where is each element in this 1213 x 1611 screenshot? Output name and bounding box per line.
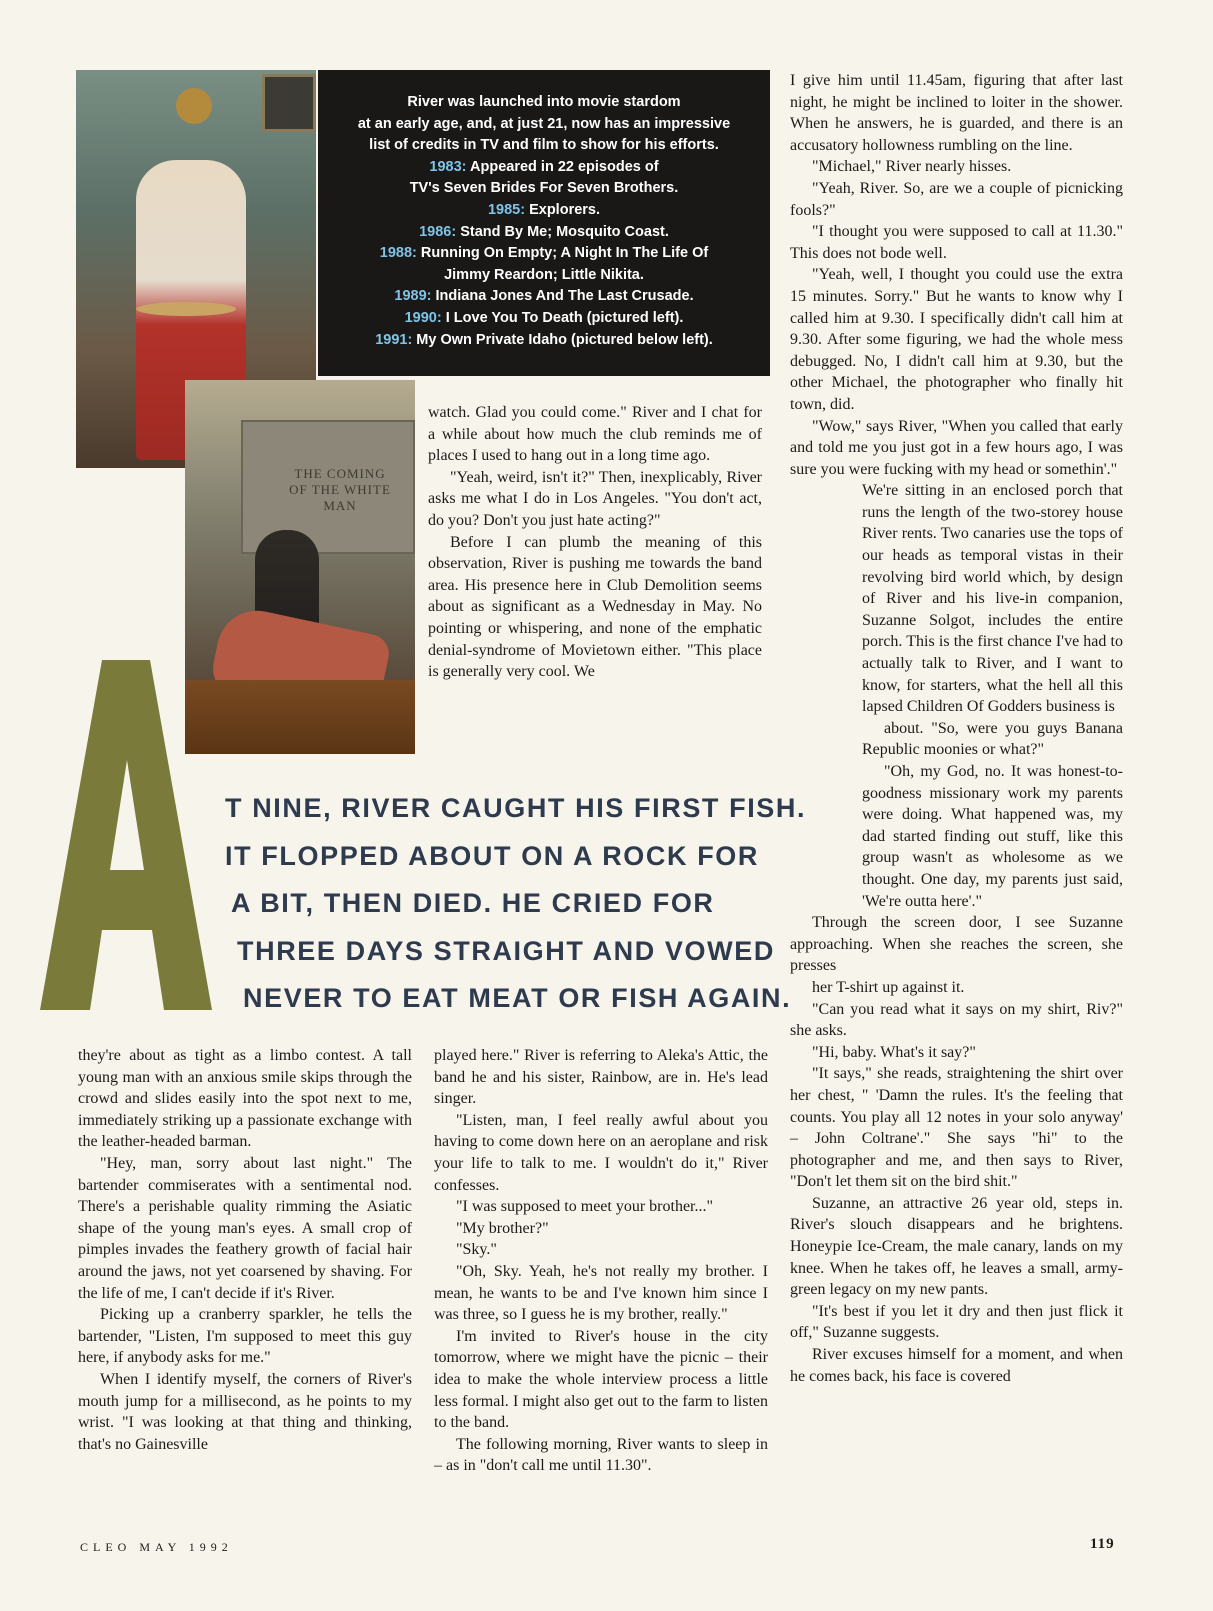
- paragraph: "Yeah, weird, isn't it?" Then, inexplicably, River asks me what I do in Los Angeles. "You don't act, do you? Don't you just hate acting?": [428, 468, 762, 529]
- paragraph: "Yeah, well, I thought you could use the extra 15 minutes. Sorry." But he wants to know why I called him at 9.30. I specifically didn't call him at 9.30. After some figuring, we had the whole mess debugged. No, I didn't call him at 9.30, but the other Michael, the photographer who finally hit town, did.: [790, 266, 1123, 413]
- paragraph: Picking up a cranberry sparkler, he tells the bartender, "Listen, I'm supposed to meet this guy here, if anybody asks for me.": [78, 1306, 412, 1367]
- paragraph: watch. Glad you could come." River and I chat for a while about how much the club reminds me of places I used to hang out in a long time ago.: [428, 404, 762, 465]
- paragraph: "Wow," says River, "When you called that early and told me you just got in a few hours ago, I was sure you were fucking with my head or somethin'.": [790, 417, 1123, 478]
- paragraph: We're sitting in an enclosed porch that runs the length of the two-storey house River rents. Two canaries use the tops of our heads as temporal vistas in their revolving bird world which, by design of River and his live-in companion, Suzanne Solgot, includes the entire porch. This is the first chance I've had to actually talk to River, and I want to know, for starters, what the hell all this lapsed Children Of Godders business is: [862, 482, 1123, 716]
- paragraph: "Listen, man, I feel really awful about you having to come down here on an aeroplane and risk your life to talk to me. I wouldn't do it," River confesses.: [434, 1111, 768, 1194]
- credit-text: TV's Seven Brides For Seven Brothers.: [409, 180, 679, 197]
- paragraph: When I identify myself, the corners of River's mouth jump for a millisecond, as he points to my wrist. "I was looking at that thing and thinking, that's no Gainesville: [78, 1370, 412, 1453]
- paragraph: they're about as tight as a limbo contest. A tall young man with an anxious smile skips through the crowd and slides easily into the spot next to me, immediately striking up a passionate exchange with the leather-headed barman.: [78, 1047, 412, 1151]
- column-bottom-middle: [434, 1045, 768, 1477]
- infobox-credit-line: [318, 308, 770, 330]
- credit-year: 1983:: [429, 158, 467, 175]
- paragraph: "Sky.": [456, 1241, 497, 1259]
- credit-text: Stand By Me; Mosquito Coast.: [456, 223, 669, 240]
- paragraph: Before I can plumb the meaning of this observation, River is pushing me towards the band area. His presence here in Club Demolition seems about as significant as a Wednesday in May. No pointing or whispering, and none of the emphatic denial-syndrome of Movietown either. "This place is generally very cool. We: [428, 533, 762, 681]
- paragraph: "It's best if you let it dry and then just flick it off," Suzanne suggests.: [790, 1302, 1123, 1342]
- pull-quote: [225, 785, 815, 1023]
- credit-year: 1989:: [394, 288, 432, 305]
- paragraph: "My brother?": [456, 1219, 549, 1237]
- paragraph: I give him until 11.45am, figuring that after last night, he might be inclined to loiter in the shower. When he answers, he is guarded, and there is an accusatory hollowness rumbling on the line.: [790, 72, 1123, 154]
- infobox-credit-line: [318, 265, 770, 287]
- credit-text: Jimmy Reardon; Little Nikita.: [444, 266, 644, 283]
- pull-quote-line: NEVER TO EAT MEAT OR FISH AGAIN.: [243, 983, 792, 1013]
- credit-year: 1990:: [404, 309, 442, 326]
- credit-text: I Love You To Death (pictured left).: [441, 309, 684, 326]
- pizza-tray-shape: [136, 302, 236, 316]
- credit-text: Appeared in 22 episodes of: [466, 158, 659, 175]
- paragraph: played here." River is referring to Aleka's Attic, the band he and his sister, Rainbow, are in. He's lead singer.: [434, 1047, 768, 1108]
- column-bottom-left: [78, 1045, 412, 1455]
- credit-year: 1991:: [375, 331, 413, 348]
- paragraph: her T-shirt up against it.: [812, 978, 965, 996]
- paragraph: "I was supposed to meet your brother...": [456, 1198, 714, 1216]
- credit-text: Explorers.: [525, 201, 601, 218]
- column-right: [790, 70, 1123, 1387]
- paragraph: "It says," she reads, straightening the shirt over her chest, " 'Damn the rules. It's the feeling that counts. You play all 12 notes in your solo anyway' – John Coltrane'." She says "hi" to the photographer and me, and then says to River, "Don't let them sit on the bird shit.": [790, 1065, 1123, 1191]
- pull-quote-line: T NINE, RIVER CAUGHT HIS FIRST FISH.: [225, 793, 807, 823]
- infobox-credit-line: [318, 178, 770, 200]
- footer-publication: CLEO MAY 1992: [80, 1540, 233, 1554]
- copper-pan-shape: [176, 88, 212, 124]
- infobox-intro-line: River was launched into movie stardom: [407, 94, 681, 110]
- infobox-credit-line: [318, 157, 770, 179]
- paragraph: "Oh, Sky. Yeah, he's not really my brother. I mean, he wants to be and I've known him since I was three, so I guess he is my brother, really.": [434, 1262, 768, 1324]
- paragraph: Suzanne, an attractive 26 year old, steps in. River's slouch disappears and he brightens. Honeypie Ice-Cream, the male canary, lands on my knee. When he takes off, he leaves a small, army-green legacy on my new pants.: [790, 1194, 1123, 1299]
- fallen-leaves: [185, 680, 415, 754]
- credit-text: Running On Empty; A Night In The Life Of: [416, 245, 709, 262]
- dropcap-letter: [40, 660, 212, 1010]
- paragraph: "Yeah, River. So, are we a couple of picnicking fools?": [790, 179, 1123, 219]
- paragraph: Through the screen door, I see Suzanne approaching. When she reaches the screen, she presses: [790, 914, 1123, 975]
- paragraph: "Can you read what it says on my shirt, Riv?" she asks.: [790, 1000, 1123, 1040]
- pull-quote-line: A BIT, THEN DIED. HE CRIED FOR: [231, 888, 715, 918]
- infobox-credit-line: [318, 286, 770, 308]
- page-number: 119: [1090, 1536, 1115, 1552]
- infobox-intro-line: at an early age, and, at just 21, now has an impressive: [357, 115, 731, 132]
- paragraph: I'm invited to River's house in the city tomorrow, where we might have the picnic – their idea to make the whole interview process a little less formal. I might also get out to the farm to listen to the band.: [434, 1327, 768, 1432]
- paragraph: "Hi, baby. What's it say?": [812, 1043, 976, 1061]
- credit-year: 1986:: [419, 223, 457, 240]
- pull-quote-line: THREE DAYS STRAIGHT AND VOWED: [237, 935, 775, 966]
- paragraph: about. "So, were you guys Banana Republic moonies or what?": [862, 719, 1123, 759]
- pull-quote-line: IT FLOPPED ABOUT ON A ROCK FOR: [225, 840, 759, 871]
- gravestone-inscription: THE COMING OF THE WHITE MAN: [289, 466, 391, 513]
- credit-text: My Own Private Idaho (pictured below left).: [412, 331, 713, 348]
- credit-year: 1988:: [379, 245, 417, 262]
- paragraph: "I thought you were supposed to call at 11.30." This does not bode well.: [790, 223, 1123, 262]
- paragraph: River excuses himself for a moment, and when he comes back, his face is covered: [790, 1346, 1123, 1385]
- wall-portrait-shape: [262, 74, 316, 132]
- paragraph: "Michael," River nearly hisses.: [812, 158, 1012, 176]
- infobox-credit-line: [318, 243, 770, 265]
- infobox-credit-line: [318, 222, 770, 244]
- credit-year: 1985:: [487, 201, 526, 218]
- infobox-credit-line: [318, 200, 770, 222]
- credits-infobox: [318, 70, 770, 376]
- infobox-intro-line: list of credits in TV and film to show for his efforts.: [369, 137, 719, 154]
- infobox-credit-line: [318, 330, 770, 352]
- credit-text: Indiana Jones And The Last Crusade.: [431, 288, 694, 305]
- paragraph: "Hey, man, sorry about last night." The bartender commiserates with a sentimental nod. There's a perishable quality rimming the Asiatic shape of the young man's eyes. A small crop of pimples invades the feathery growth of facial hair around the jaws, not yet coarsened by shaving. For the life of me, I can't decide if it's River.: [78, 1154, 412, 1302]
- paragraph: "Oh, my God, no. It was honest-to-goodness missionary work my parents were doing. What happened was, my dad started finding out stuff, like this group wasn't as wholesome as we thought. One day, my parents just said, 'We're outta here'.": [862, 763, 1123, 910]
- column-middle-top: [428, 402, 762, 683]
- funeral-photo: [185, 380, 415, 754]
- paragraph: The following morning, River wants to sleep in – as in "don't call me until 11.30".: [434, 1435, 768, 1475]
